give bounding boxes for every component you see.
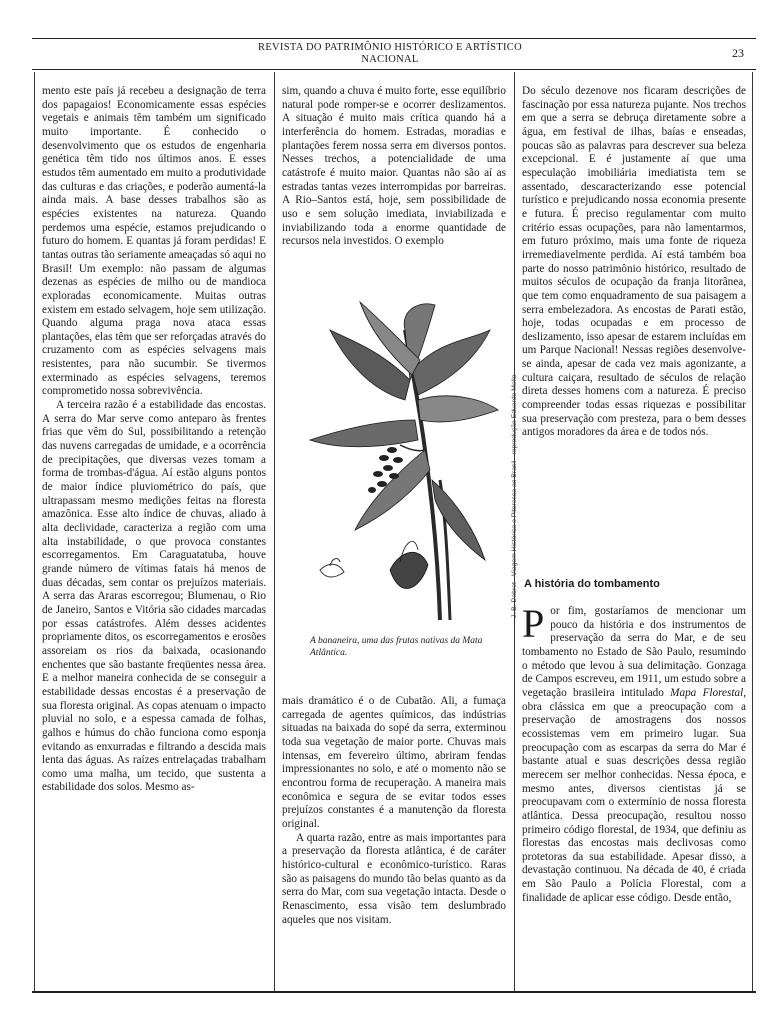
section-heading: A história do tombamento — [524, 578, 660, 590]
banana-leaves — [310, 302, 498, 560]
column-3-top — [522, 85, 746, 440]
paragraph: Do século dezenove nos ficaram descrições de fascinação por essa natureza pujante. Nos trechos em que a serra se debruça diretamente sobre a água, em festival de ilhas, baías e enseadas, poucas são as palavras para descrever sua beleza excepcional. E é justamente aí que uma especulação imobiliária imediatista tem se assentado, descaracterizando esse potencial turístico e prejudicando nossa economia presente e futura. É preciso regulamentar com muito critério essas ocupações, para não lamentarmos, em futuro próximo, mais uma fonte de riqueza irremediavelmente perdida. Aí está também boa parte do nosso patrimônio histórico, resultado de muitos séculos de ocupação da franja litorânea, que tem como enquadramento de sua paisagem a serra embelezadora. As encostas de Parati estão, hoje, todas ocupadas e em processo de deslizamento, isso apesar de estarem incluídas em um Parque Nacional! Nessas regiões desenvolve-se ainda, apesar de cada vez mais agonizante, a cultura caiçara, resultado de séculos de relação direta desses homens com a natureza. É preciso compreender todas essas riquezas e possibilitar sua preservação com presteza, para o bem desses antigos moradores da área e de todos nós. — [522, 85, 746, 439]
column-1 — [42, 85, 266, 985]
drop-cap: P — [522, 601, 545, 646]
column-2-top — [282, 85, 506, 249]
banana-plant-illustration — [300, 300, 500, 622]
top-rule — [32, 38, 756, 39]
bird-sketch — [320, 559, 344, 577]
column-2-bottom — [282, 695, 506, 927]
paragraph: mento este país já recebeu a designação de terra dos papagaios! Economicamente essas espécies vegetais e animais têm também um significado muito importante. É conhecido o desenvolvimento que os estudos de engenharia genética têm tido nos últimos anos. E esses estudos têm aumentado em muito a produtividade das culturas e das criações, e poderão aumentá-la ainda mais. A base desses trabalhos são as espécies existentes na natureza. Quando perdemos uma espécie, estamos prejudicando o futuro do homem. E quantas já foram perdidas! E tantas outras tão seriamente ameaçadas só aqui no Brasil! Um exemplo: não passam de algumas dezenas as espécies de milho ou de mandioca exploradas economicamente. Muitas outras existem em estado selvagem, hoje sem utilização. Quando alguma praga nova ataca essas plantações, elas têm que ser reforçadas através do cruzamento com as espécies selvagens mais resistentes, para não sucumbir. Se tivermos exterminado as espécies selvagens, teremos comprometido nossa sobrevivência. — [42, 85, 266, 398]
paragraph: A terceira razão é a estabilidade das encostas. A serra do Mar serve como anteparo às frentes frias que vêm do Sul, possibilitando a retenção das nuvens carregadas de umidade, e a ocorrência de precipitações, que diversas vezes tomam a forma de trombas-d'água. Aí estão alguns pontos de maior índice pluviométrico do país, que ultrapassam mesmo medições feitas na floresta amazônica. Esse alto índice de chuvas, aliado à alta declividade, caracteriza a região com uma alta instabilidade, o que provoca constantes escorregamentos. Em Caraguatatuba, houve grande número de vítimas fatais há menos de duas décadas, sem contar os prejuízos materiais. A serra das Araras escorregou; Blumenau, o Rio de Janeiro, Santos e Vitória são cidades marcadas por essas catástrofes. Além desses acidentes propriamente ditos, os escorregamentos e erosões assoreiam os rios da baixada, ocasionando enchentes que são bastante freqüentes nessa área. E a melhor maneira conhecida de se conseguir a estabilidade dessas encostas é a preservação de sua floresta original. As copas atenuam o impacto pluvial no solo, e a espessa camada de folhas, galhos e húmus do chão funciona como esponja evitando as enxurradas e filtrando a descida mais lenta das águas. As raízes entrelaçadas trabalham como uma malha, um tecido, que sustenta a estabilidade dos solos. Mesmo as- — [42, 399, 266, 794]
book-title: Mapa Florestal — [670, 686, 744, 699]
page-number: 23 — [732, 46, 744, 60]
paragraph: A quarta razão, entre as mais importantes para a preservação da floresta atlântica, é de caráter histórico-cultural e econômico-turístico. Raras são as paisagens do mundo tão belas quanto as da serra do Mar, com sua vegetação intacta. Desde o Renascimento, essa visão tem deslumbrado aqueles que nos visitam. — [282, 831, 506, 926]
header-rule — [32, 69, 756, 70]
column-divider-1 — [274, 72, 275, 992]
illustration-credit: J. B. Debret · Viagem Histórica e Pitoresca ao Brasil · reprodução Eduardo Mello — [511, 374, 518, 618]
bottom-rule — [32, 991, 756, 993]
paragraph-text: or fim, gostaríamos de mencionar um pouco da história e dos instrumentos de preservação da serra do Mar, e de seu tombamento no Estado de São Paulo, resumindo o método que levou à sua delimitação. Gonzaga de Campos escreveu, em 1911, um estudo sobre a vegetação brasileira intitulado — [522, 605, 746, 699]
column-divider-right — [752, 72, 753, 992]
paragraph-text: , obra clássica em que a preocupação com a preservação de amostragens dos nossos ecossistemas vem em primeiro lugar. Sua preocupação com as escarpas da serra do Mar é bastante atual e suas descrições dessa região merecem ser melhor conhecidas. Nessa época, e mesmo antes, diversos cientistas já se preocupavam com o extermínio de nossa floresta atlântica. Dessa preocupação, resultou nosso primeiro código florestal, de 1934, que definiu as florestas das encostas mais declivosas como protetoras da sua estabilidade. Apesar disso, a devastação continuou. Na década de 40, é criada em São Paulo a Polícia Florestal, com a finalidade de aplicar esse código. Desde então, — [522, 686, 746, 904]
figure-caption: A bananeira, uma das frutas nativas da Mata Atlântica. — [310, 636, 483, 658]
column-3-bottom — [522, 601, 746, 905]
paragraph: mais dramático é o de Cubatão. Ali, a fumaça carregada de agentes químicos, das indústrias situadas na baixada do sopé da serra, exterminou toda sua vegetação de maior porte. Chuvas mais intensas, em fevereiro último, abriram fendas impressionantes no solo, e até o momento não se encontrou forma de recuperação. A maneira mais econômica e segura de se evitar todos esses prejuízos constantes é a manutenção da floresta original. — [282, 695, 506, 830]
column-divider-left — [34, 72, 35, 992]
running-header-title: REVISTA DO PATRIMÔNIO HISTÓRICO E ARTÍSTICO NACIONAL — [258, 42, 522, 65]
paragraph: sim, quando a chuva é muito forte, esse equilíbrio natural pode romper-se e ocorrer deslizamentos. A situação é muito mais crítica quando há a interferência do homem. Estradas, moradias e plantações ferem nossa serra em diversos pontos. Nesses trechos, a potencialidade de uma catástrofe é muito maior. Quantas não são aí as estradas tantas vezes interrompidas por barreiras. A Rio–Santos está, hoje, sem possibilidade de uso e sem solução imediata, inviabilizada e inviabilizando toda a enorme quantidade de recursos nela investidos. O exemplo — [282, 85, 506, 248]
paragraph — [522, 601, 746, 905]
banana-flower-bud — [390, 541, 428, 588]
